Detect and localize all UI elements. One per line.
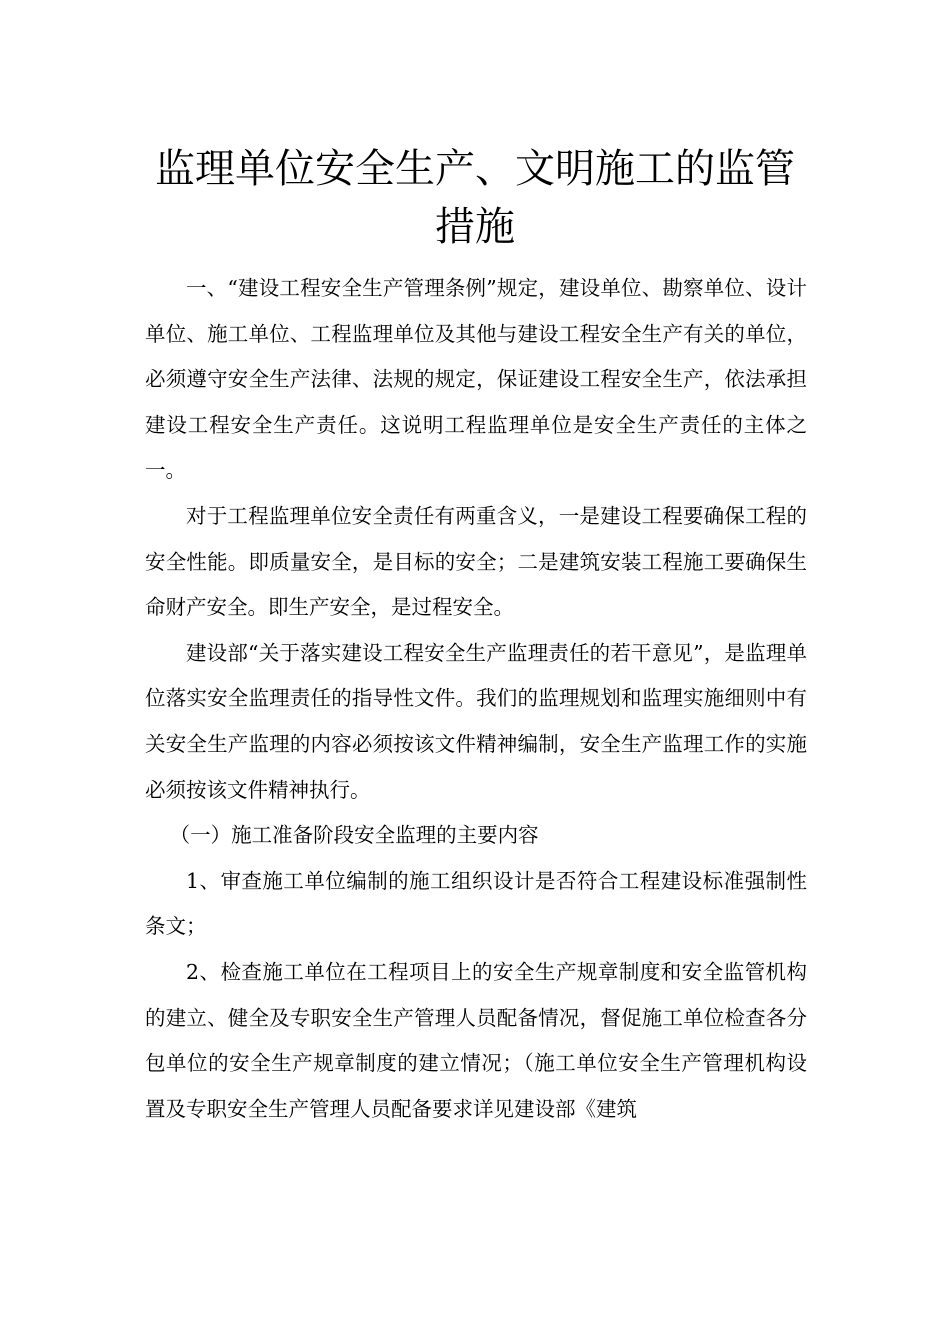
- document-body: [145, 266, 807, 1132]
- section-heading-preparation: （一）施工准备阶段安全监理的主要内容: [169, 823, 539, 848]
- paragraph-regulation: 一、“建设工程安全生产管理条例”规定，建设单位、勘察单位、设计单位、施工单位、工程监理单位及其他与建设工程安全生产有关的单位，必须遵守安全生产法律、法规的规定，保证建设工程安全生产，依法承担建设工程安全生产责任。这说明工程监理单位是安全生产责任的主体之一。: [145, 276, 807, 483]
- list-item-1: 1、审查施工单位编制的施工组织设计是否符合工程建设标准强制性条文；: [145, 868, 807, 939]
- page-title: 监理单位安全生产、文明施工的监管措施: [155, 146, 795, 250]
- paragraph-responsibility-meaning: 对于工程监理单位安全责任有两重含义，一是建设工程要确保工程的安全性能。即质量安全，是目标的安全；二是建筑安装工程施工要确保生命财产安全。即生产安全，是过程安全。: [145, 503, 807, 620]
- list-item-2: 2、检查施工单位在工程项目上的安全生产规章制度和安全监管机构的建立、健全及专职安全生产管理人员配备情况，督促施工单位检查各分包单位的安全生产规章制度的建立情况；（施工单位安全生产管理机构设置及专职安全生产管理人员配备要求详见建设部《建筑: [145, 959, 807, 1121]
- paragraph-guidance-document: 建设部“关于落实建设工程安全生产监理责任的若干意见”，是监理单位落实安全监理责任的指导性文件。我们的监理规划和监理实施细则中有关安全生产监理的内容必须按该文件精神编制，安全生产监理工作的实施必须按该文件精神执行。: [145, 640, 807, 802]
